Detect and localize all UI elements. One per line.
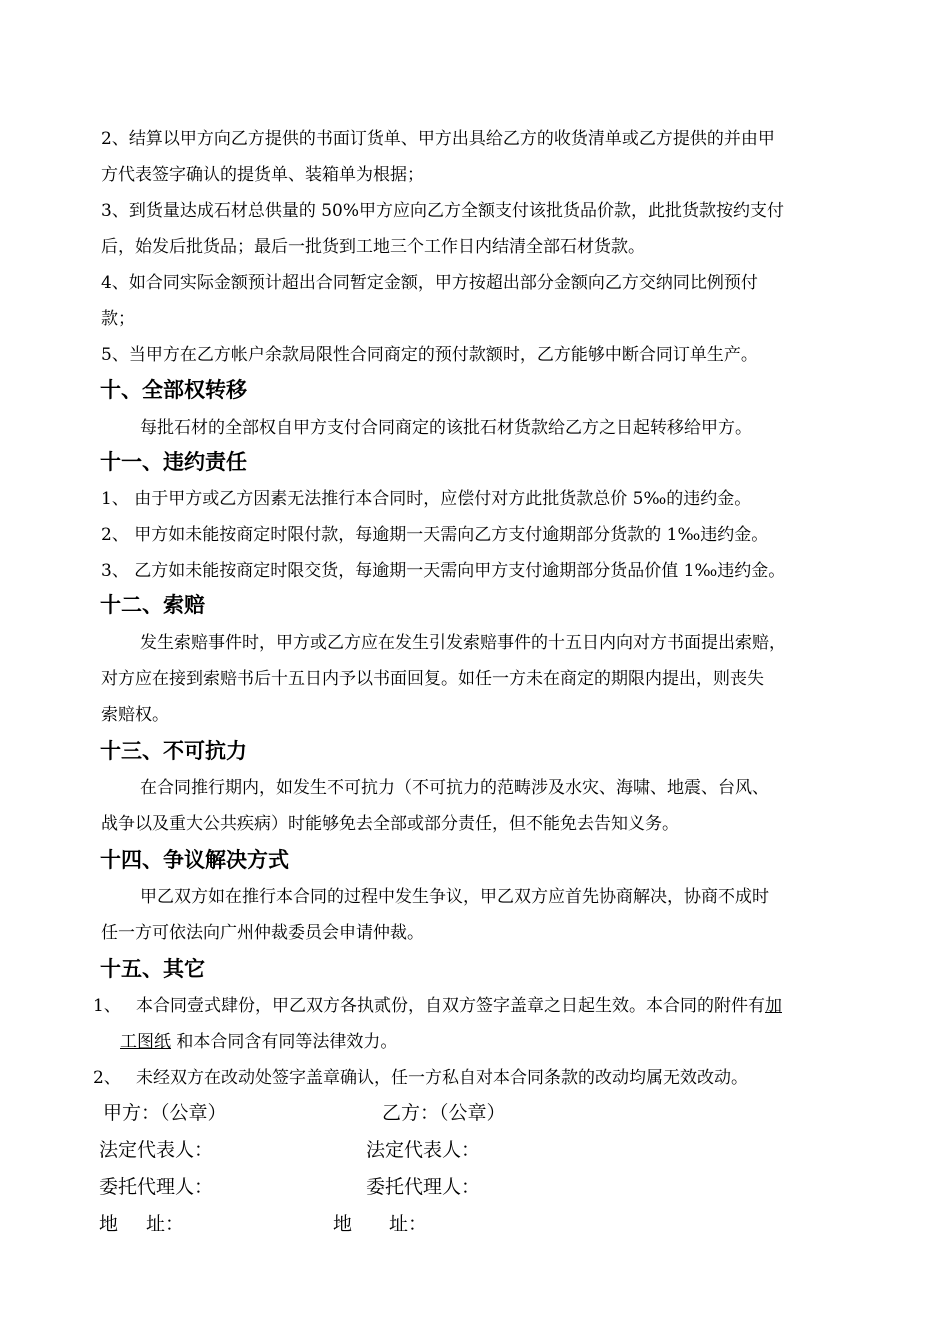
party-a-legal-rep-label: 法定代表人： xyxy=(99,1139,214,1161)
party-b-address-label-2: 址： xyxy=(389,1213,428,1235)
attachment-link-part-1: 加 xyxy=(765,996,782,1016)
section-12-line-2: 对方应在接到索赔书后十五日内予以书面回复。如任一方未在商定的期限内提出，则丧失 xyxy=(101,669,764,689)
section-10-heading: 十、全部权转移 xyxy=(100,378,247,402)
section-14-line-1: 甲乙双方如在推行本合同的过程中发生争议，甲乙双方应首先协商解决，协商不成时 xyxy=(140,887,769,907)
payment-item-2-line-2: 方代表签字确认的提货单、装箱单为根据； xyxy=(101,165,424,185)
section-15-item-1-line-2 xyxy=(120,1031,397,1053)
section-15-item-1-line-1 xyxy=(136,995,782,1017)
party-b-address-label-1: 地 xyxy=(333,1213,353,1235)
section-14-heading: 十四、争议解决方式 xyxy=(100,848,289,872)
section-15-item-1-rest: 和本合同含有同等法律效力。 xyxy=(176,1032,398,1052)
section-13-line-1: 在合同推行期内，如发生不可抗力（不可抗力的范畴涉及水灾、海啸、地震、台风、 xyxy=(140,778,769,798)
party-a-agent-label: 委托代理人： xyxy=(99,1176,214,1198)
party-b-legal-rep-label: 法定代表人： xyxy=(366,1139,481,1161)
section-15-heading: 十五、其它 xyxy=(100,957,205,981)
party-a-address-label-2: 址： xyxy=(146,1213,185,1235)
section-13-line-2: 战争以及重大公共疾病）时能够免去全部或部分责任，但不能免去告知义务。 xyxy=(101,814,679,834)
section-12-line-3: 索赔权。 xyxy=(101,705,169,725)
party-a-address-label-1: 地 xyxy=(99,1213,119,1235)
party-a-seal-label: 甲方：（公章） xyxy=(103,1102,227,1124)
section-11-item-1: 1、 由于甲方或乙方因素无法推行本合同时，应偿付对方此批货款总价 5‰的违约金。 xyxy=(101,489,752,509)
payment-item-2-line-1: 2、结算以甲方向乙方提供的书面订货单、甲方出具给乙方的收货清单或乙方提供的并由甲 xyxy=(101,129,775,149)
section-14-line-2: 任一方可依法向广州仲裁委员会申请仲裁。 xyxy=(101,923,424,943)
section-13-heading: 十三、不可抗力 xyxy=(100,739,247,763)
section-10-paragraph: 每批石材的全部权自甲方支付合同商定的该批石材货款给乙方之日起转移给甲方。 xyxy=(140,418,752,438)
payment-item-3-line-2: 后，始发后批货品；最后一批货到工地三个工作日内结清全部石材货款。 xyxy=(101,237,645,257)
section-12-line-1: 发生索赔事件时，甲方或乙方应在发生引发索赔事件的十五日内向对方书面提出索赔， xyxy=(140,633,786,653)
attachment-link-part-2: 工图纸 xyxy=(120,1032,171,1052)
payment-item-4-line-1: 4、如合同实际金额预计超出合同暂定金额，甲方按超出部分金额向乙方交纳同比例预付 xyxy=(101,273,758,293)
section-15-item-1-number: 1、 xyxy=(93,996,121,1016)
section-11-item-2: 2、 甲方如未能按商定时限付款，每逾期一天需向乙方支付逾期部分货款的 1‰违约金。 xyxy=(101,525,769,545)
section-12-heading: 十二、索赔 xyxy=(100,593,205,617)
section-15-item-2-text: 未经双方在改动处签字盖章确认，任一方私自对本合同条款的改动均属无效改动。 xyxy=(136,1068,748,1088)
section-15-item-1-text: 本合同壹式肆份，甲乙双方各执贰份，自双方签字盖章之日起生效。本合同的附件有 xyxy=(136,996,765,1016)
payment-item-4-line-2: 款； xyxy=(101,309,135,329)
payment-item-5: 5、当甲方在乙方帐户余款局限性合同商定的预付款额时，乙方能够中断合同订单生产。 xyxy=(101,345,758,365)
party-b-agent-label: 委托代理人： xyxy=(366,1176,481,1198)
section-15-item-2-number: 2、 xyxy=(93,1068,121,1088)
section-11-heading: 十一、违约责任 xyxy=(100,450,247,474)
payment-item-3-line-1: 3、到货量达成石材总供量的 50%甲方应向乙方全额支付该批货品价款，此批货款按约支付 xyxy=(101,201,785,221)
party-b-seal-label: 乙方：（公章） xyxy=(382,1102,506,1124)
section-11-item-3: 3、 乙方如未能按商定时限交货，每逾期一天需向甲方支付逾期部分货品价值 1‰违约金。 xyxy=(101,561,786,581)
